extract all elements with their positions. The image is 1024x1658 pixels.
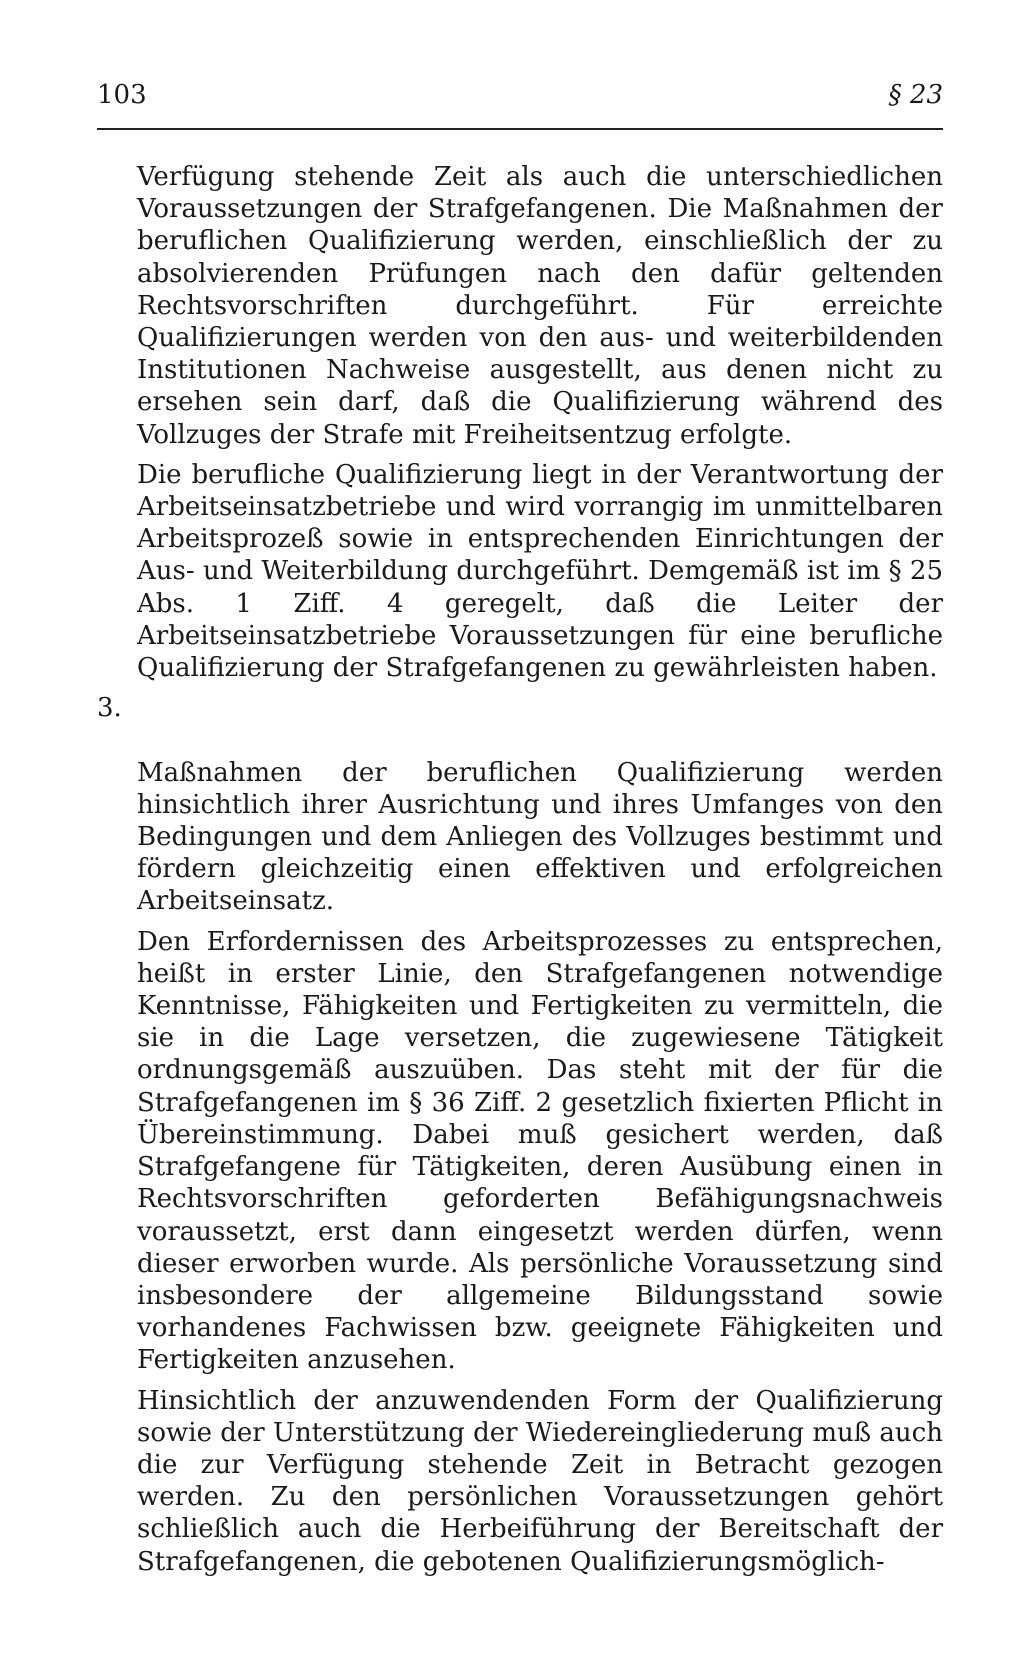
paragraph-hinsichtlich: Hinsichtlich der anzuwendenden Form der Qualifizierung sowie der Unterstützung der Wiedereingliederung muß auch die zur Verfügung stehende Zeit in Betracht gezogen werden. Zu den persönlichen Voraussetzungen gehört schließlich auch die Herbeiführung der Bereitschaft der Strafgefangenen, die gebotenen Qualifizierungsmöglich- [137, 1385, 943, 1577]
numbered-item-3 [97, 692, 943, 917]
item-number: 3. [97, 693, 122, 724]
section-reference: § 23 [888, 80, 943, 110]
paragraph-berufliche-qualifizierung: Die berufliche Qualifizierung liegt in der Verantwortung der Arbeitseinsatzbetriebe und wird vorrangig im unmittelbaren Arbeitsprozeß sowie in entsprechenden Einrichtungen der Aus- und Weiterbildung durchgeführt. Demgemäß ist im § 25 Abs. 1 Ziff. 4 geregelt, daß die Leiter der Arbeitseinsatzbetriebe Voraussetzungen für eine berufliche Qualifizierung der Strafgefangenen zu gewährleisten haben. [137, 459, 943, 684]
page-body [97, 161, 943, 1578]
page-number: 103 [97, 80, 147, 110]
numbered-item-text: Maßnahmen der beruflichen Qualifizierung werden hinsichtlich ihrer Ausrichtung und ihres Umfanges von den Bedingungen und dem Anliegen des Vollzuges bestimmt und fördern gleichzeitig einen effektiven und erfolgreichen Arbeitseinsatz. [137, 757, 943, 917]
paragraph-erfordernisse: Den Erfordernissen des Arbeitsprozesses zu entsprechen, heißt in erster Linie, den Strafgefangenen notwendige Kenntnisse, Fähigkeiten und Fertigkeiten zu vermitteln, die sie in die Lage versetzen, die zugewiesene Tätigkeit ordnungsgemäß auszuüben. Das steht mit der für die Strafgefangenen im § 36 Ziff. 2 gesetzlich fixierten Pflicht in Übereinstimmung. Dabei muß gesichert werden, daß Strafgefangene für Tätigkeiten, deren Ausübung einen in Rechtsvorschriften geforderten Befähigungsnachweis voraussetzt, erst dann eingesetzt werden dürfen, wenn dieser erworben wurde. Als persönliche Voraussetzung sind insbesondere der allgemeine Bildungsstand sowie vorhandenes Fachwissen bzw. geeignete Fähigkeiten und Fertigkeiten anzusehen. [137, 926, 943, 1376]
page-header [97, 80, 943, 120]
paragraph-continuation: Verfügung stehende Zeit als auch die unterschiedlichen Voraussetzungen der Strafgefangenen. Die Maßnahmen der beruflichen Qualifizierung werden, einschließlich der zu absolvierenden Prüfungen nach den dafür geltenden Rechtsvorschriften durchgeführt. Für erreichte Qualifizierungen werden von den aus- und weiterbildenden Institutionen Nachweise ausgestellt, aus denen nicht zu ersehen sein darf, daß die Qualifizierung während des Vollzuges der Strafe mit Freiheitsentzug erfolgte. [137, 162, 943, 450]
header-rule [97, 128, 943, 130]
